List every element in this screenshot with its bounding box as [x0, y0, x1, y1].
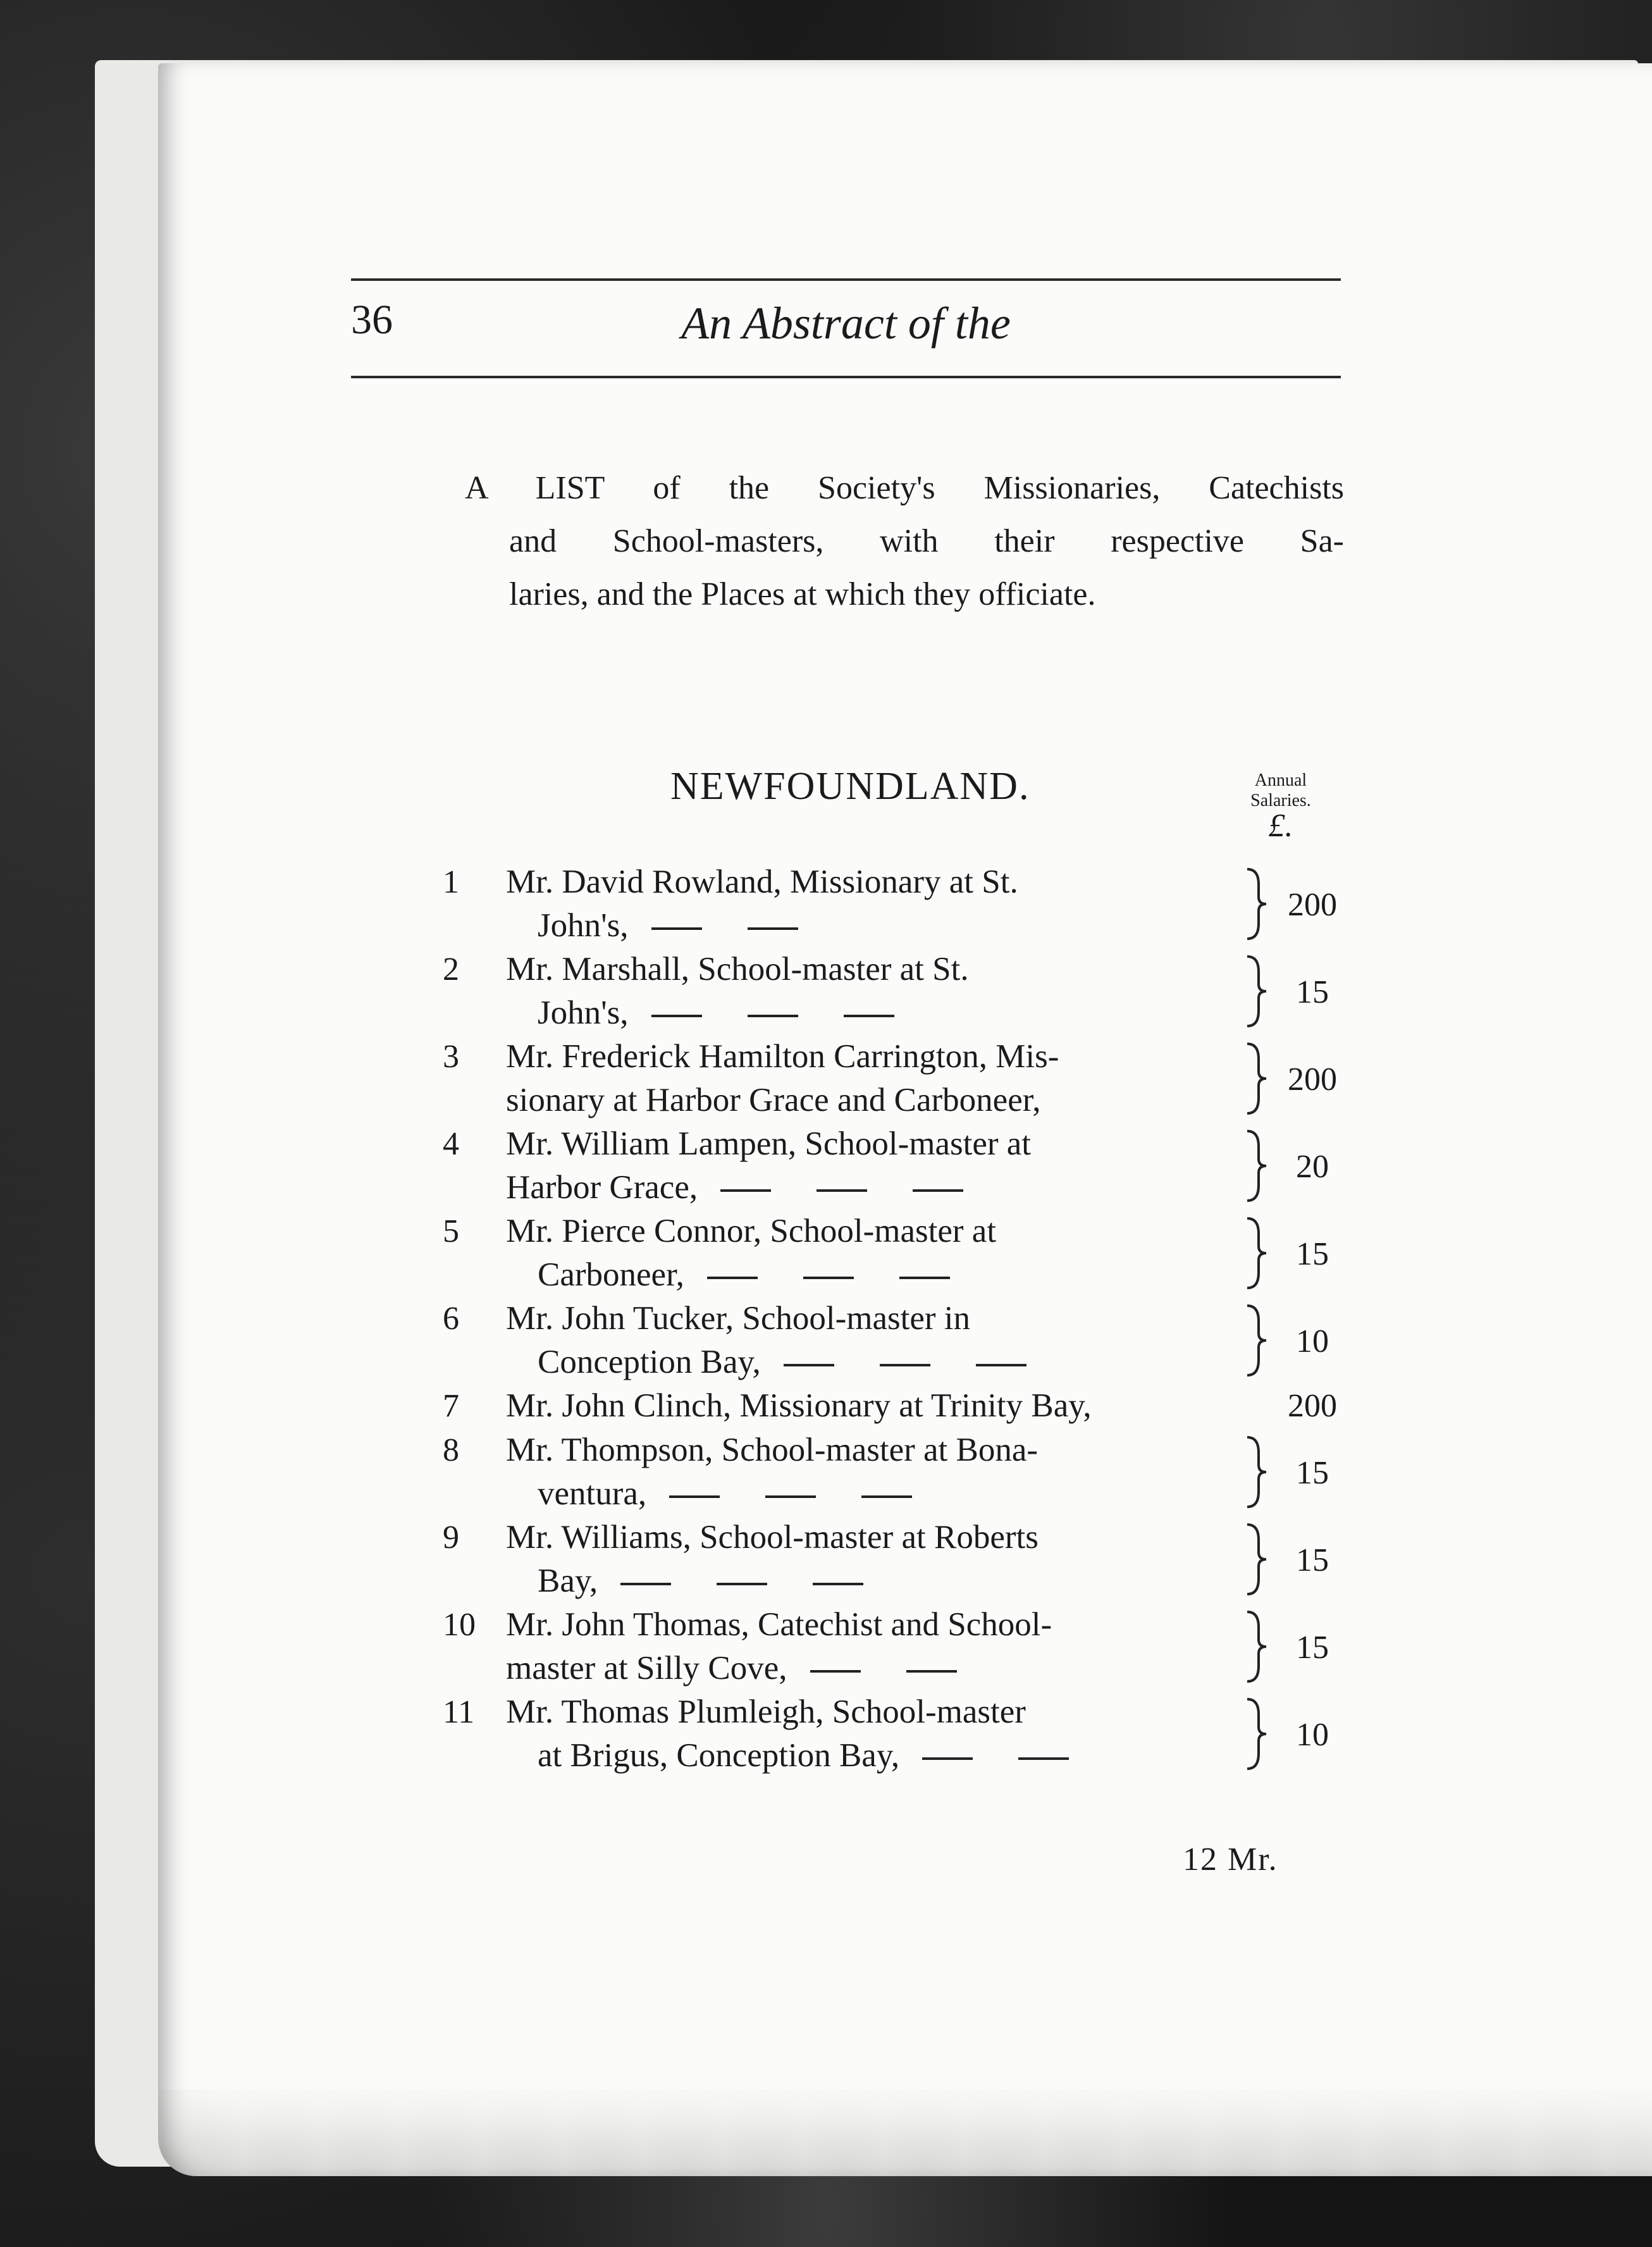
entry-text	[506, 1428, 1281, 1516]
list-introduction	[465, 462, 1344, 621]
entry-number: 8	[443, 1432, 459, 1468]
list-entry	[443, 1035, 1347, 1122]
list-entry	[443, 948, 1347, 1035]
entry-salary: 15	[1296, 1455, 1329, 1491]
running-head	[351, 296, 1341, 366]
entry-line-2: Harbor Grace,	[506, 1166, 1281, 1210]
brace-icon	[1245, 1127, 1270, 1204]
entry-text	[506, 1516, 1281, 1603]
list-entry	[443, 1122, 1347, 1210]
entry-salary: 200	[1288, 1388, 1337, 1424]
list-entry	[443, 1603, 1347, 1690]
catchword: 12 Mr.	[1183, 1842, 1278, 1878]
entry-number: 11	[443, 1694, 475, 1730]
entry-text	[506, 948, 1281, 1035]
intro-line-3: laries, and the Places at which they officiate.	[509, 576, 1096, 612]
list-entry	[443, 1516, 1347, 1603]
section-title: NEWFOUNDLAND.	[670, 765, 1030, 808]
brace-icon	[1245, 1302, 1270, 1379]
running-head-title: An Abstract of the	[681, 298, 1011, 349]
salary-header-salaries: Salaries.	[1250, 791, 1311, 810]
brace-icon	[1245, 1040, 1270, 1117]
entry-text	[506, 1122, 1281, 1210]
header-rule-top	[351, 278, 1341, 281]
entry-salary: 20	[1296, 1149, 1329, 1185]
entry-number: 9	[443, 1520, 459, 1556]
entry-line-1: Mr. Thompson, School-master at Bona-	[506, 1432, 1039, 1468]
list-entry	[443, 1428, 1347, 1516]
entry-salary: 15	[1296, 1236, 1329, 1272]
entry-line-2: John's,	[506, 904, 1281, 948]
entry-text	[506, 1384, 1281, 1428]
entry-line-1: Mr. Pierce Connor, School-master at	[506, 1213, 997, 1249]
intro-line-1: A LIST of the Society's Missionaries, Catechists	[465, 470, 1344, 506]
entry-salary: 200	[1288, 1062, 1337, 1098]
entry-line-1: Mr. Marshall, School-master at St.	[506, 951, 969, 987]
entry-line-2: John's,	[506, 991, 1281, 1035]
salary-column-header	[1224, 771, 1338, 844]
list-entry	[443, 1384, 1347, 1428]
entry-salary: 10	[1296, 1717, 1329, 1753]
entry-number: 1	[443, 864, 459, 900]
entry-line-2: ventura,	[506, 1472, 1281, 1516]
entry-line-1: Mr. Frederick Hamilton Carrington, Mis-	[506, 1038, 1059, 1075]
entry-text	[506, 1210, 1281, 1297]
entry-line-1: Mr. John Clinch, Missionary at Trinity Bay,	[506, 1387, 1092, 1424]
salary-header-annual: Annual	[1254, 771, 1307, 790]
intro-line-2: and School-masters, with their respective Sa-	[509, 523, 1344, 559]
list-entry	[443, 1210, 1347, 1297]
entry-line-1: Mr. John Tucker, School-master in	[506, 1300, 970, 1337]
entry-salary: 200	[1288, 887, 1337, 923]
brace-icon	[1245, 953, 1270, 1030]
entry-line-1: Mr. David Rowland, Missionary at St.	[506, 864, 1018, 900]
header-rule-bottom	[351, 376, 1341, 378]
brace-icon	[1245, 1433, 1270, 1511]
entry-line-2: sionary at Harbor Grace and Carboneer,	[506, 1082, 1041, 1118]
entry-text	[506, 1603, 1281, 1690]
entry-number: 2	[443, 951, 459, 987]
brace-icon	[1245, 865, 1270, 943]
currency-symbol: £.	[1268, 808, 1293, 844]
entry-salary: 15	[1296, 1542, 1329, 1578]
list-entry	[443, 1297, 1347, 1384]
entry-salary: 15	[1296, 1630, 1329, 1666]
entry-line-2: Carboneer,	[506, 1253, 1281, 1297]
entry-line-2: Bay,	[506, 1559, 1281, 1603]
entry-line-2: master at Silly Cove,	[506, 1647, 1281, 1690]
entry-number: 10	[443, 1607, 476, 1643]
entry-line-1: Mr. William Lampen, School-master at	[506, 1125, 1031, 1162]
entry-line-2: at Brigus, Conception Bay,	[506, 1734, 1281, 1778]
entry-salary: 15	[1296, 974, 1329, 1010]
page-number: 36	[351, 297, 393, 343]
entry-number: 4	[443, 1126, 459, 1162]
brace-icon	[1245, 1695, 1270, 1773]
entry-line-1: Mr. Williams, School-master at Roberts	[506, 1519, 1039, 1556]
entry-text	[506, 860, 1281, 948]
entry-text	[506, 1035, 1281, 1122]
entry-number: 5	[443, 1213, 459, 1249]
missionary-list	[443, 860, 1347, 1778]
list-entry	[443, 1690, 1347, 1778]
entry-text	[506, 1690, 1281, 1778]
entry-number: 6	[443, 1301, 459, 1337]
list-entry	[443, 860, 1347, 948]
entry-number: 3	[443, 1039, 459, 1075]
entry-text	[506, 1297, 1281, 1384]
entry-number: 7	[443, 1388, 459, 1424]
brace-icon	[1245, 1608, 1270, 1685]
brace-icon	[1245, 1215, 1270, 1292]
entry-line-1: Mr. Thomas Plumleigh, School-master	[506, 1693, 1026, 1730]
entry-salary: 10	[1296, 1323, 1329, 1359]
brace-icon	[1245, 1521, 1270, 1598]
entry-line-1: Mr. John Thomas, Catechist and School-	[506, 1606, 1052, 1643]
entry-line-2: Conception Bay,	[506, 1340, 1281, 1384]
